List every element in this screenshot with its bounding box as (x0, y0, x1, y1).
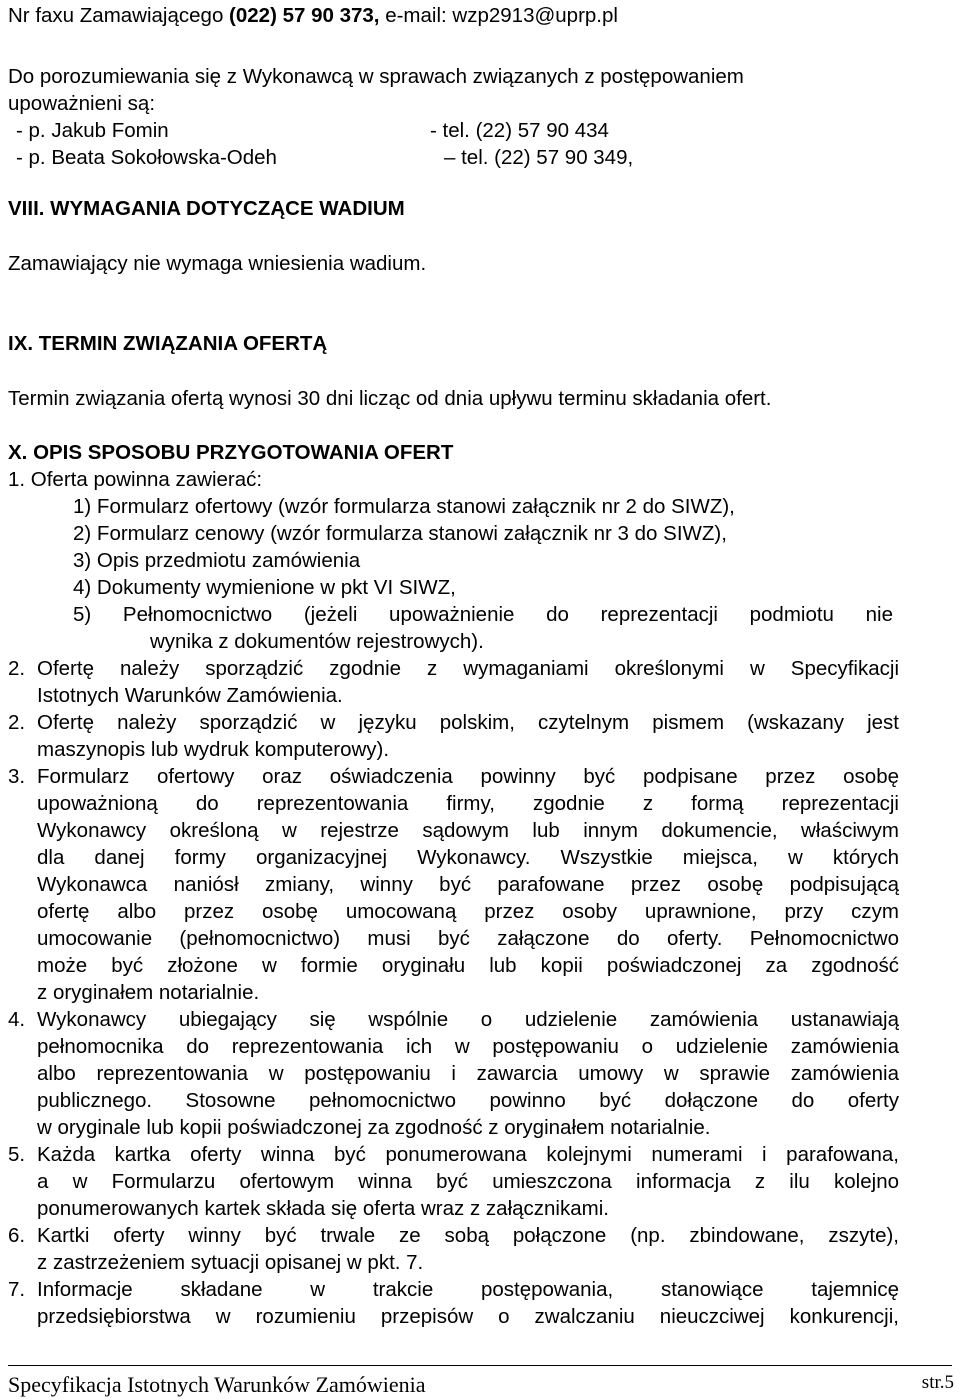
authorized-intro-line-1: Do porozumiewania się z Wykonawcą w sprawach związanych z postępowaniem (8, 65, 744, 88)
item-number: 3. (8, 765, 26, 788)
subitem: 1) Formularz ofertowy (wzór formularza stanowi załącznik nr 2 do SIWZ), (73, 495, 735, 518)
email-prefix: e-mail: (379, 4, 453, 27)
footer-divider (8, 1365, 952, 1366)
section-x-item1-intro: 1. Oferta powinna zawierać: (8, 468, 263, 491)
subitem: 5) Pełnomocnictwo (jeżeli upoważnienie do reprezentacji podmiotu nie (73, 603, 893, 626)
item-text-line: umocowanie (pełnomocnictwo) musi być załączone do oferty. Pełnomocnictwo (37, 927, 899, 950)
item-text-line: ofertę albo przez osobę umocowaną przez osoby uprawnione, przy czym (37, 900, 899, 923)
footer-title: Specyfikacja Istotnych Warunków Zamówienia (8, 1372, 426, 1397)
fax-line (8, 2, 618, 29)
fax-prefix: Nr faxu Zamawiającego (8, 4, 230, 27)
item-number: 2. (8, 711, 26, 734)
item-number: 5. (8, 1143, 26, 1166)
item-text-line: ponumerowanych kartek składa się oferta wraz z załącznikami. (37, 1197, 609, 1220)
subitem-continuation: wynika z dokumentów rejestrowych). (150, 630, 484, 653)
authorized-intro-line-2: upoważnieni są: (8, 92, 156, 115)
item-text-line: Wykonawca naniósł zmiany, winny być parafowane przez osobę podpisującą (37, 873, 899, 896)
page-number: str.5 (921, 1372, 954, 1393)
subitem: 4) Dokumenty wymienione w pkt VI SIWZ, (73, 576, 456, 599)
contact-person-phone: – tel. (22) 57 90 349, (444, 146, 634, 169)
item-text-line: maszynopis lub wydruk komputerowy). (37, 738, 390, 761)
item-text-line: Formularz ofertowy oraz oświadczenia powinny być podpisane przez osobę (37, 765, 899, 788)
item-text-line: Wykonawcy ubiegający się wspólnie o udzielenie zamówienia ustanawiają (37, 1008, 899, 1031)
item-text-line: upoważnioną do reprezentowania firmy, zgodnie z formą reprezentacji (37, 792, 899, 815)
item-text-line: Istotnych Warunków Zamówienia. (37, 684, 343, 707)
subitem: 2) Formularz cenowy (wzór formularza stanowi załącznik nr 3 do SIWZ), (73, 522, 727, 545)
contact-person-name: - p. Jakub Fomin (16, 119, 169, 142)
item-text-line: Kartki oferty winny być trwale ze sobą połączone (np. zbindowane, zszyte), (37, 1224, 899, 1247)
item-text-line: dla danej formy organizacyjnej Wykonawcy. Wszystkie miejsca, w których (37, 846, 899, 869)
item-text-line: może być złożone w formie oryginału lub kopii poświadczonej za zgodność (37, 954, 899, 977)
item-number: 4. (8, 1008, 26, 1031)
item-text-line: Informacje składane w trakcie postępowania, stanowiące tajemnicę (37, 1278, 899, 1301)
item-number: 7. (8, 1278, 26, 1301)
item-text-line: pełnomocnika do reprezentowania ich w postępowaniu o udzielenie zamówienia (37, 1035, 899, 1058)
item-text-line: przedsiębiorstwa w rozumieniu przepisów o zwalczaniu nieuczciwej konkurencji, (37, 1305, 899, 1328)
subitem: 3) Opis przedmiotu zamówienia (73, 549, 361, 572)
contact-person-name: - p. Beata Sokołowska-Odeh (16, 146, 277, 169)
item-number: 2. (8, 657, 26, 680)
item-text-line: a w Formularzu ofertowym winna być umieszczona informacja z ilu kolejno (37, 1170, 899, 1193)
section-viii-heading: VIII. WYMAGANIA DOTYCZĄCE WADIUM (8, 197, 405, 220)
item-text-line: z oryginałem notarialnie. (37, 981, 260, 1004)
section-viii-text: Zamawiający nie wymaga wniesienia wadium. (8, 252, 427, 275)
item-text-line: Każda kartka oferty winna być ponumerowana kolejnymi numerami i parafowana, (37, 1143, 899, 1166)
item-text-line: Ofertę należy sporządzić w języku polskim, czytelnym pismem (wskazany jest (37, 711, 899, 734)
section-ix-heading: IX. TERMIN ZWIĄZANIA OFERTĄ (8, 332, 328, 355)
item-number: 6. (8, 1224, 26, 1247)
email-address[interactable]: wzp2913@uprp.pl (452, 4, 618, 27)
item-text-line: Wykonawcy określoną w rejestrze sądowym lub innym dokumencie, właściwym (37, 819, 899, 842)
section-ix-text: Termin związania ofertą wynosi 30 dni licząc od dnia upływu terminu składania ofert. (8, 387, 772, 410)
item-text-line: w oryginale lub kopii poświadczonej za zgodność z oryginałem notarialnie. (37, 1116, 711, 1139)
item-text-line: publicznego. Stosowne pełnomocnictwo powinno być dołączone do oferty (37, 1089, 899, 1112)
fax-number: (022) 57 90 373, (229, 4, 380, 27)
item-text-line: albo reprezentowania w postępowaniu i zawarcia umowy w sprawie zamówienia (37, 1062, 899, 1085)
item-text-line: z zastrzeżeniem sytuacji opisanej w pkt. 7. (37, 1251, 424, 1274)
item-text-line: Ofertę należy sporządzić zgodnie z wymaganiami określonymi w Specyfikacji (37, 657, 899, 680)
contact-person-phone: - tel. (22) 57 90 434 (430, 119, 609, 142)
section-x-heading: X. OPIS SPOSOBU PRZYGOTOWANIA OFERT (8, 441, 454, 464)
